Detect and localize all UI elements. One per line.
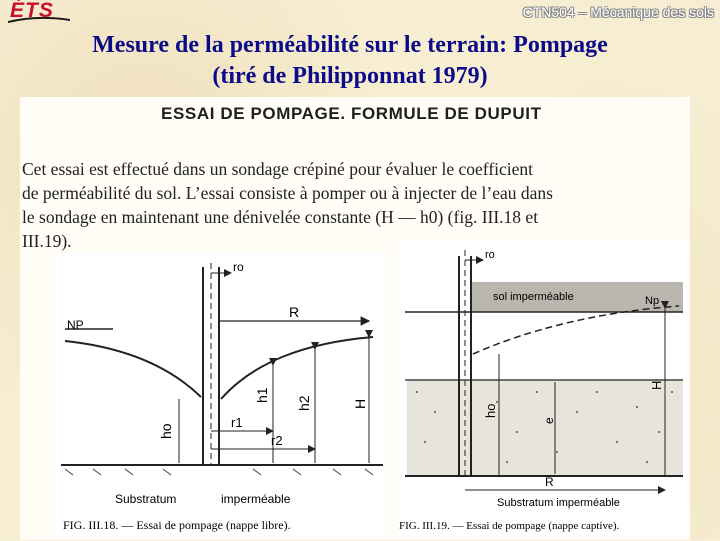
label-h1: h1 <box>254 387 270 403</box>
label-substratum-captive: Substratum imperméable <box>497 497 620 509</box>
label-Np: Np <box>645 295 660 307</box>
aquifer-layer <box>407 380 683 476</box>
slide-title-line-1: Mesure de la perméabilité sur le terrain: Pompage <box>92 32 608 58</box>
figure-nappe-captive-diagram <box>397 242 690 536</box>
label-r2: r2 <box>271 433 283 448</box>
piezometric-curve <box>473 306 679 354</box>
logo-swoosh-icon <box>8 17 70 23</box>
figure-caption-left: FIG. III.18. — Essai de pompage (nappe libre). <box>63 518 291 532</box>
label-H: H <box>352 398 368 409</box>
label-impermeable: imperméable <box>221 492 291 506</box>
logo-text: ÉTS <box>10 0 54 22</box>
label-h0: ho <box>158 423 174 439</box>
figure-nappe-libre-diagram <box>53 253 387 536</box>
paragraph-line-1: Cet essai est effectué dans un sondage crépiné pour évaluer le coefficient <box>22 159 534 179</box>
paragraph-line-4: III.19). <box>22 231 72 251</box>
document-paragraph <box>22 157 686 253</box>
paragraph-line-2: de perméabilité du sol. L’essai consiste à pomper ou à injecter de l’eau dans <box>22 183 553 203</box>
label-r0: ro <box>233 260 244 274</box>
label-r1: r1 <box>231 415 243 430</box>
drawdown-curve-right <box>221 337 373 399</box>
figure-nappe-captive <box>397 242 690 536</box>
label-h2: h2 <box>296 395 312 411</box>
label-NP: NP <box>67 318 84 332</box>
label-R-captive: R <box>545 475 554 489</box>
figure-caption-right: FIG. III.19. — Essai de pompage (nappe captive). <box>399 520 620 532</box>
slide-title-line-2: (tiré de Philipponnat 1979) <box>212 63 488 89</box>
slide-title <box>0 30 700 92</box>
document-heading: ESSAI DE POMPAGE. FORMULE DE DUPUIT <box>161 104 542 123</box>
label-substratum: Substratum <box>115 492 177 506</box>
course-label: CTN504 – Mécanique des sols <box>522 4 714 20</box>
label-r0-captive: ro <box>485 249 495 261</box>
drawdown-curve-left <box>65 341 201 397</box>
label-H-captive: H <box>649 380 664 390</box>
label-R: R <box>289 304 300 320</box>
label-e: e <box>542 417 556 424</box>
label-h0-captive: ho <box>483 403 498 418</box>
figure-nappe-libre <box>53 253 387 536</box>
label-sol-impermeable: sol imperméable <box>493 291 574 303</box>
paragraph-line-3: le sondage en maintenant une dénivelée constante (H — h0) (fig. III.18 et <box>22 207 539 227</box>
ets-logo <box>4 1 74 25</box>
